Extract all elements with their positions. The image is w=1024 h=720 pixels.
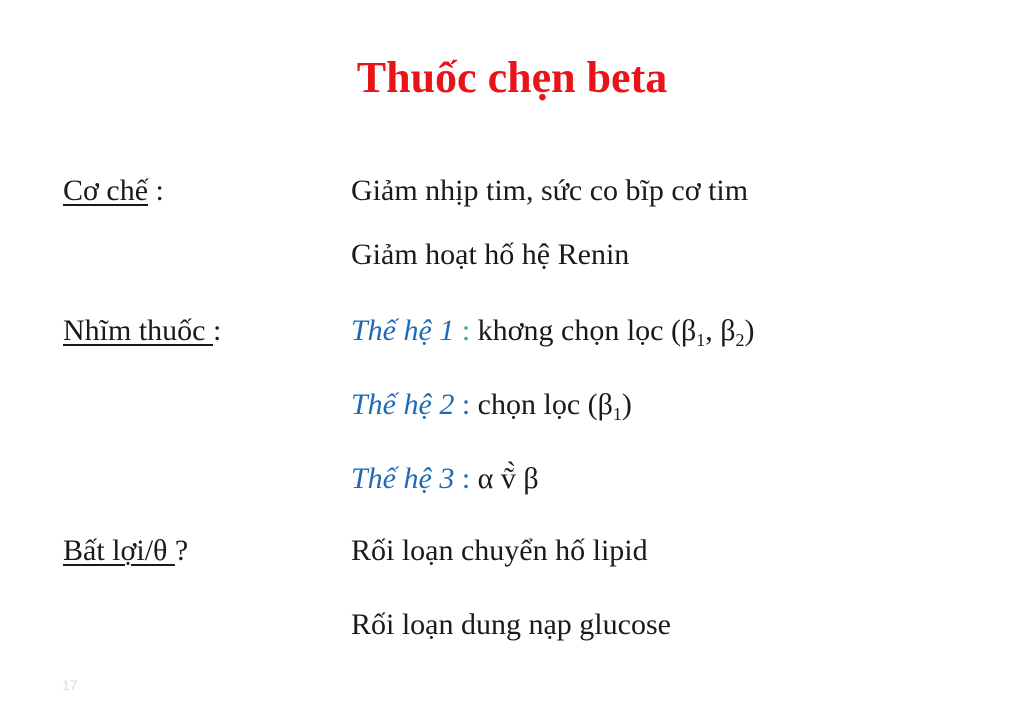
generation-1-sub-1: 1 bbox=[696, 330, 706, 350]
drawbacks-label-line bbox=[63, 531, 188, 571]
generation-3-colon: : bbox=[461, 462, 471, 495]
page-number: 17 bbox=[62, 677, 78, 693]
generation-1-mid: , β bbox=[705, 314, 736, 347]
generation-2-end: ) bbox=[621, 388, 632, 421]
generation-1-line bbox=[351, 311, 755, 351]
generation-1-end: ) bbox=[744, 314, 755, 347]
slide-title: Thuốc chẹn beta bbox=[356, 53, 668, 102]
drawbacks-line-2: Rối loạn dung nạp glucose bbox=[351, 608, 671, 641]
mechanism-label-line bbox=[63, 171, 164, 211]
drawbacks-label-suffix: ? bbox=[174, 534, 189, 567]
groups-label-line bbox=[63, 311, 221, 351]
mechanism-line-2: Giảm hoạt hố hệ Renin bbox=[351, 238, 630, 271]
generation-3-name: Thế hệ 3 bbox=[351, 462, 462, 495]
drawbacks-label: Bất lợi/θ bbox=[63, 534, 175, 567]
generation-1-sub-2: 2 bbox=[735, 330, 745, 350]
mechanism-label: Cơ chế bbox=[63, 174, 149, 207]
drawbacks-line-1: Rối loạn chuyển hố lipid bbox=[351, 534, 648, 567]
generation-2-text: chọn lọc (β bbox=[470, 388, 613, 421]
generation-1-name: Thế hệ 1 bbox=[351, 314, 462, 347]
generation-1-text: khơng chọn lọc (β bbox=[470, 314, 697, 347]
generation-2-colon: : bbox=[461, 388, 471, 421]
generation-2-name: Thế hệ 2 bbox=[351, 388, 462, 421]
mechanism-line-1: Giảm nhịp tim, sức co bĩp cơ tim bbox=[351, 174, 749, 207]
generation-2-sub-1: 1 bbox=[612, 404, 622, 424]
mechanism-label-suffix: : bbox=[148, 174, 164, 207]
generation-1-colon: : bbox=[461, 314, 471, 347]
groups-label: Nhĩm thuốc bbox=[63, 314, 213, 347]
generation-3-text: α ṽ̀ β bbox=[470, 462, 539, 495]
generation-2-line bbox=[351, 385, 632, 425]
groups-label-suffix: : bbox=[213, 314, 222, 347]
generation-3-line bbox=[351, 459, 539, 499]
